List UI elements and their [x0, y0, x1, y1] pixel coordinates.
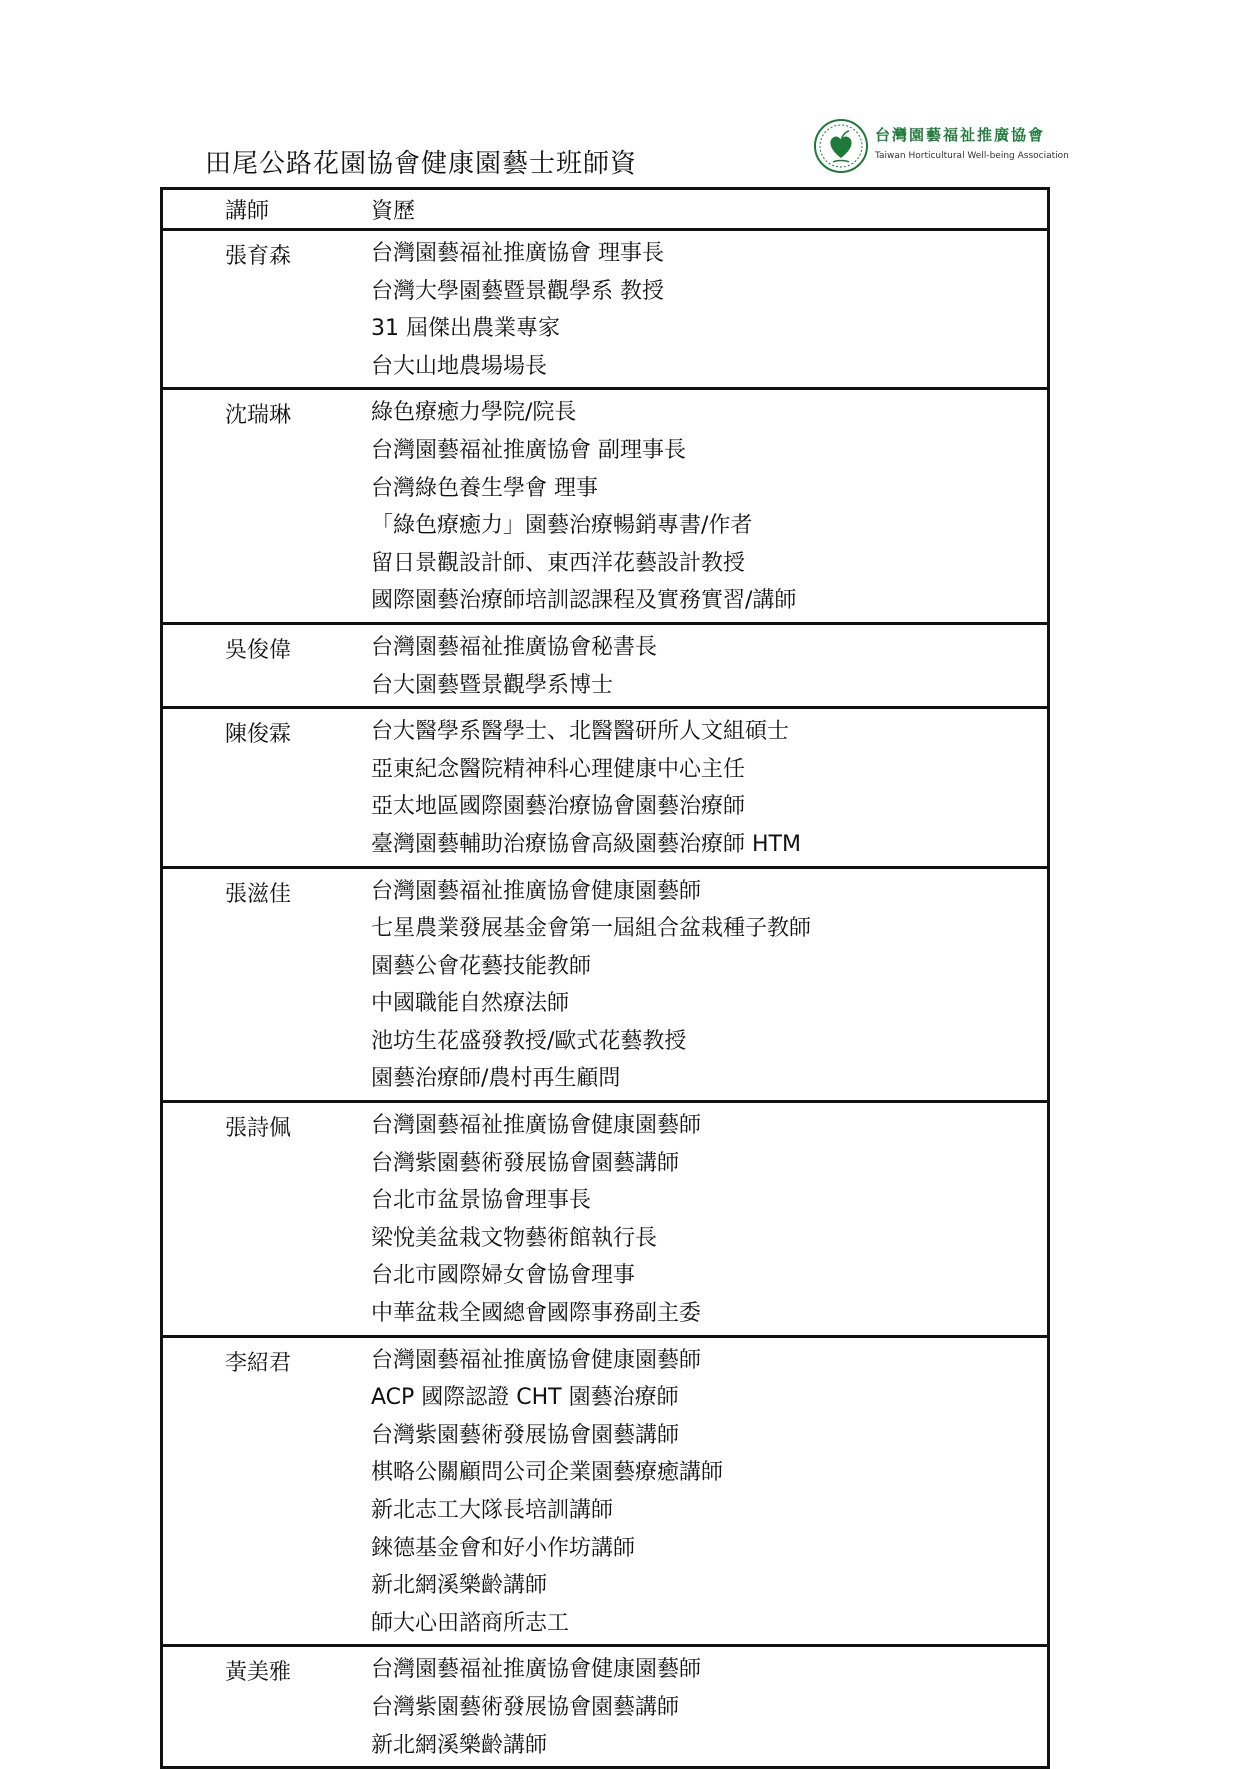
credential-item: 留日景觀設計師、東西洋花藝設計教授: [371, 550, 746, 576]
instructor-name: 張滋佳: [225, 881, 292, 907]
credential-list: [369, 709, 1047, 865]
credential-item: 台灣園藝福祉推廣協會 副理事長: [371, 437, 686, 463]
logo-name-zh: 台灣園藝福祉推廣協會: [875, 126, 1046, 144]
page-title: 田尾公路花園協會健康園藝士班師資: [205, 149, 638, 179]
credential-item: 台北市國際婦女會協會理事: [371, 1263, 636, 1289]
table-row: [163, 869, 1047, 1104]
instructor-table: [160, 187, 1050, 1769]
table-row: [163, 1338, 1047, 1648]
credential-item: 31 屆傑出農業專家: [371, 316, 560, 342]
credential-item: 池坊生花盛發教授/歐式花藝教授: [371, 1028, 687, 1054]
credential-item: 台灣大學園藝暨景觀學系 教授: [371, 278, 664, 304]
credential-item: 新北網溪樂齡講師: [371, 1573, 548, 1599]
credential-list: [369, 1338, 1047, 1645]
instructor-name: 吳俊偉: [225, 637, 292, 663]
credential-item: 台灣紫園藝術發展協會園藝講師: [371, 1694, 680, 1720]
credential-item: 台北市盆景協會理事長: [371, 1188, 592, 1214]
instructor-name: 李紹君: [225, 1350, 292, 1376]
credential-item: 綠色療癒力學院/院長: [371, 400, 577, 426]
credential-list: [369, 231, 1047, 387]
credential-item: 中國職能自然療法師: [371, 991, 570, 1017]
header-credentials: 資歷: [371, 198, 416, 224]
credential-item: 園藝治療師/農村再生顧問: [371, 1066, 621, 1092]
credential-list: [369, 1103, 1047, 1335]
credential-item: 台灣園藝福祉推廣協會健康園藝師: [371, 878, 702, 904]
table-row: [163, 1103, 1047, 1338]
table-row: [163, 231, 1047, 390]
table-row: [163, 625, 1047, 709]
credential-list: [369, 1647, 1047, 1766]
credential-item: 台大園藝暨景觀學系博士: [371, 672, 614, 698]
table-body: [163, 231, 1047, 1766]
credential-item: 「綠色療癒力」園藝治療暢銷專書/作者: [371, 513, 753, 539]
credential-item: 台灣園藝福祉推廣協會健康園藝師: [371, 1657, 702, 1683]
credential-item: 台灣園藝福祉推廣協會 理事長: [371, 241, 664, 266]
credential-item: 師大心田諮商所志工: [371, 1610, 570, 1636]
header-instructor: 講師: [225, 198, 270, 224]
credential-item: 錸德基金會和好小作坊講師: [371, 1535, 636, 1561]
table-header-row: [163, 190, 1047, 231]
credential-item: 台灣園藝福祉推廣協會健康園藝師: [371, 1113, 702, 1139]
credential-list: [369, 625, 1047, 706]
table-row: [163, 1647, 1047, 1766]
credential-item: 亞東紀念醫院精神科心理健康中心主任: [371, 756, 746, 782]
credential-list: [369, 390, 1047, 622]
credential-item: ACP 國際認證 CHT 園藝治療師: [371, 1385, 679, 1411]
credential-item: 台灣紫園藝術發展協會園藝講師: [371, 1422, 680, 1448]
instructor-name: 張育森: [225, 244, 292, 269]
instructor-name: 沈瑞琳: [225, 403, 292, 429]
credential-item: 台灣綠色養生學會 理事: [371, 475, 598, 501]
credential-item: 梁悅美盆栽文物藝術館執行長: [371, 1225, 658, 1251]
credential-list: [369, 869, 1047, 1101]
table-row: [163, 390, 1047, 625]
credential-item: 新北網溪樂齡講師: [371, 1732, 548, 1758]
credential-item: 台灣園藝福祉推廣協會秘書長: [371, 634, 658, 660]
credential-item: 亞太地區國際園藝治療協會園藝治療師: [371, 794, 746, 820]
credential-item: 臺灣園藝輔助治療協會高級園藝治療師 HTM: [371, 831, 801, 857]
instructor-name: 黃美雅: [225, 1660, 292, 1686]
instructor-name: 陳俊霖: [225, 722, 292, 748]
credential-item: 中華盆栽全國總會國際事務副主委: [371, 1301, 702, 1327]
association-logo: [813, 118, 1069, 178]
credential-item: 七星農業發展基金會第一屆組合盆栽種子教師: [371, 916, 812, 942]
credential-item: 園藝公會花藝技能教師: [371, 953, 592, 979]
logo-name-en: Taiwan Horticultural Well-being Association: [875, 151, 1069, 161]
heart-leaf-logo-icon: [813, 118, 869, 174]
credential-item: 棋略公關顧問公司企業園藝療癒講師: [371, 1460, 724, 1486]
instructor-name: 張詩佩: [225, 1116, 292, 1142]
credential-item: 台灣紫園藝術發展協會園藝講師: [371, 1150, 680, 1176]
credential-item: 台灣園藝福祉推廣協會健康園藝師: [371, 1347, 702, 1373]
credential-item: 新北志工大隊長培訓講師: [371, 1498, 614, 1523]
credential-item: 台大醫學系醫學士、北醫醫研所人文組碩士: [371, 719, 790, 745]
table-row: [163, 709, 1047, 868]
credential-item: 台大山地農場場長: [371, 353, 548, 379]
credential-item: 國際園藝治療師培訓認課程及實務實習/講師: [371, 588, 797, 614]
